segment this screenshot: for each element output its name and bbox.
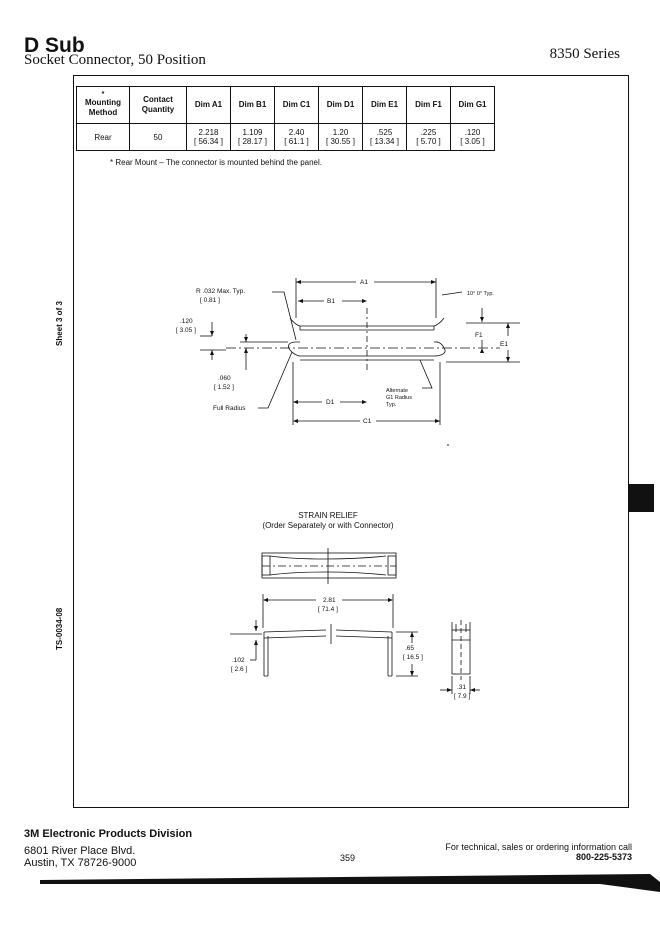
column-header-label: Dim E1 [370,100,399,109]
label-a1: A1 [360,279,368,286]
value-inches: .120 [464,128,481,137]
label-alternate: Alternate [386,388,409,394]
footer-division: 3M Electronic Products Division [24,828,193,840]
label-full-radius: Full Radius [213,405,246,412]
cell-mounting: Rear [77,124,130,151]
label-g1-radius: G1 Radius [386,395,412,401]
label-65-in: .65 [405,645,415,652]
label-102-mm: [ 2.6 ] [231,666,248,673]
column-header-label: Mounting Method [85,98,121,117]
footer-address-line2: Austin, TX 78726-9000 [24,857,137,869]
label-d1: D1 [326,399,335,406]
value-inches: 1.20 [332,128,349,137]
page-title: D Sub [24,34,85,57]
label-060-mm: [ 1.52 ] [214,384,234,391]
strain-relief-front-bottom [264,636,392,638]
column-header-label: Dim A1 [194,100,223,109]
leader-radius [272,292,296,340]
footer-address-line1: 6801 River Place Blvd. [24,845,136,857]
label-f1: F1 [475,332,483,339]
column-header-label: Dim G1 [458,100,487,109]
footer-contact-info: For technical, sales or ordering information call [445,842,632,852]
column-header-label: Dim C1 [282,100,311,109]
label-c1: C1 [363,418,372,425]
value-mm: [ 5.70 ] [416,137,441,146]
strain-relief-subtitle: (Order Separately or with Connector) [262,521,394,530]
document-id-label: TS-0034-08 [55,607,64,650]
strain-relief-top-end-left [262,556,270,575]
leader-full-radius [258,352,292,408]
footer-phone: 800-225-5373 [575,852,632,862]
asterisk-mark: * [101,91,105,98]
value-inches: 2.40 [288,128,305,137]
value-mm: [ 28.17 ] [238,137,267,146]
value-inches: 1.109 [242,128,263,137]
value-mm: [ 61.1 ] [284,137,309,146]
label-b1: B1 [327,298,335,305]
value-inches: .225 [420,128,437,137]
speck-mark [447,444,449,446]
arrowheads-102 [254,626,258,645]
column-header-label: Dim F1 [415,100,442,109]
label-radius-mm: [ 0.81 ] [200,297,220,304]
label-120-in: .120 [180,318,193,325]
strain-relief-front-top [264,630,392,632]
label-angle: 10° 0° Typ. [467,291,494,297]
leader-alternate [420,360,432,388]
label-31-mm: [ 7.9 ] [454,693,471,700]
value-inches: 2.218 [198,128,219,137]
value-mm: [ 56.34 ] [194,137,223,146]
label-281-in: 2.81 [323,597,336,604]
strain-relief-right-leg [388,632,392,676]
value-mm: [ 30.55 ] [326,137,355,146]
arrowheads-120 [210,331,214,355]
label-e1: E1 [500,341,508,348]
label-060-in: .060 [218,375,231,382]
strain-relief-left-leg [264,632,268,676]
value-mm: [ 3.05 ] [460,137,485,146]
strain-relief-top-end-right [388,556,396,575]
column-header-label: Dim D1 [326,100,355,109]
column-header-label: Dim B1 [238,100,267,109]
label-65-mm: [ 16.5 ] [403,654,423,661]
page-number: 359 [340,853,356,863]
label-radius: R .032 Max. Typ. [196,288,246,295]
column-header-label: Contact Quantity [141,95,175,114]
label-31-in: .31 [457,684,467,691]
strain-relief-title: STRAIN RELIEF [298,511,358,520]
sheet-number-label: Sheet 3 of 3 [55,301,64,346]
arrowheads-060 [244,337,248,353]
table-footnote: * Rear Mount – The connector is mounted behind the panel. [110,158,322,167]
label-281-mm: [ 71.4 ] [318,606,338,613]
value-inches: .525 [376,128,393,137]
page-subtitle: Socket Connector, 50 Position [24,52,206,68]
series-label: 8350 Series [549,46,620,62]
leader-angle [442,292,462,295]
label-typ: Typ. [386,402,397,408]
cell-quantity: 50 [130,124,187,151]
label-102-in: .102 [232,657,245,664]
value-mm: [ 13.34 ] [370,137,399,146]
label-120-mm: [ 3.05 ] [176,327,196,334]
footer-brush-stroke [40,874,660,892]
